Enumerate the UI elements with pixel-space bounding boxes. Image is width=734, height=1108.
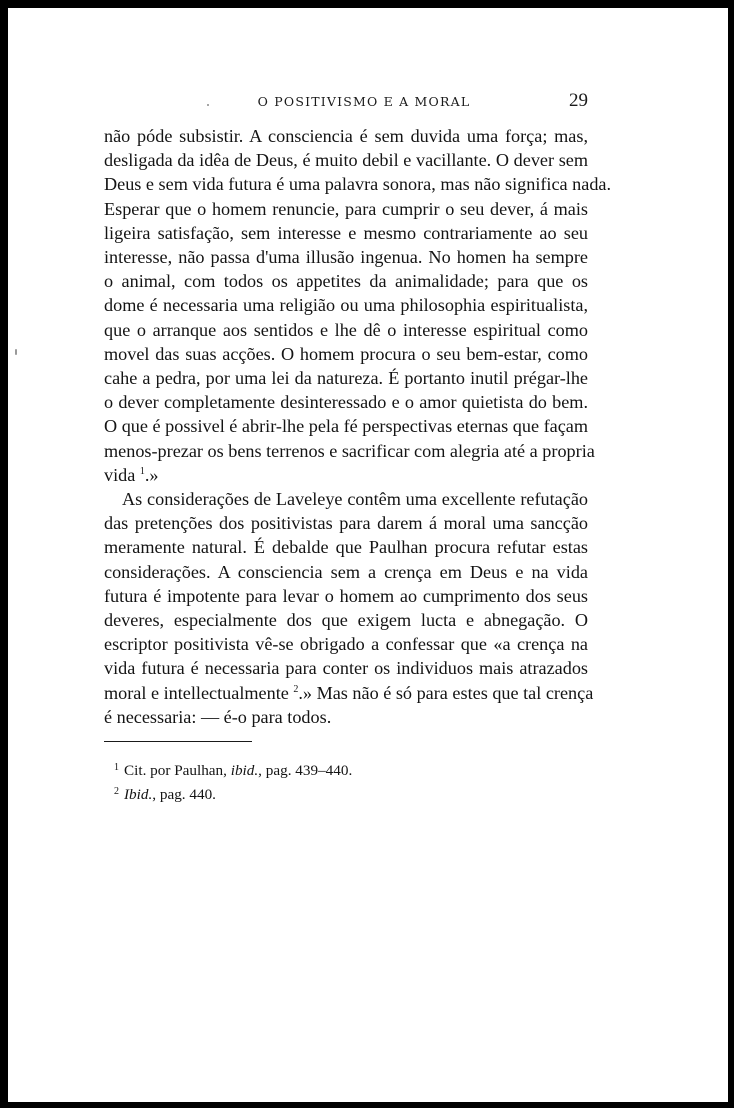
paragraph-1-last-word: vida (104, 464, 136, 485)
text-line: o dever completamente desinteressado e o amor quietista do bem. (104, 392, 588, 413)
text-line: escriptor positivista vê-se obrigado a confessar que «a crença na (104, 634, 588, 655)
text-line: considerações. A consciencia sem a crença em Deus e na vida (104, 561, 588, 582)
paragraph-1 (104, 124, 612, 487)
text-line: que o arranque aos sentidos e lhe dê o interesse espiritual como (104, 319, 588, 340)
text-line: O que é possivel é abrir-lhe pela fé perspectivas eternas que façam (104, 416, 588, 437)
text-line: das pretenções dos positivistas para darem á moral uma sancção (104, 513, 588, 534)
running-title: O POSITIVISMO E A MORAL (257, 94, 471, 109)
text-line: cahe a pedra, por uma lei da natureza. É portanto inutil prégar-lhe (104, 368, 588, 389)
footnote-2 (114, 781, 352, 805)
body-text (104, 124, 612, 729)
footnote-italic: Ibid. (124, 786, 153, 803)
text-line: desligada da idêa de Deus, é muito debil e vacillante. O dever sem (104, 150, 588, 171)
page-header (104, 92, 588, 112)
footnote-1 (114, 757, 352, 781)
text-line: deveres, especialmente dos que exigem lucta e abnegação. O (104, 610, 588, 631)
text-line: meramente natural. É debalde que Paulhan procura refutar estas (104, 537, 588, 558)
footnote-text: Cit. por Paulhan, (124, 762, 231, 779)
text-line-last (104, 463, 588, 487)
paragraph-2 (104, 487, 594, 729)
text-line: dome é necessaria uma religião ou uma philosophia espiritualista, (104, 295, 588, 316)
footnotes (114, 757, 352, 805)
text-line: não póde subsistir. A consciencia é sem duvida uma força; mas, (104, 126, 588, 146)
page-number: 29 (569, 90, 588, 111)
footnote-ref-2: 2 (293, 683, 299, 695)
text-line: vida futura é necessaria para conter os individuos mais atrazados (104, 658, 588, 679)
footnote-number: 2 (114, 786, 119, 797)
footnote-number: 1 (114, 762, 119, 773)
text-line (104, 681, 594, 705)
text-line: ligeira satisfação, sem interesse e mesmo contrariamente ao seu (104, 222, 588, 243)
text-line: o animal, com todos os appetites da animalidade; para que os (104, 271, 588, 292)
text-line: As considerações de Laveleye contêm uma excellente refutação (122, 489, 588, 510)
text-line: Esperar que o homem renuncie, para cumprir o seu dever, á mais (104, 198, 588, 219)
text-line: futura é impotente para levar o homem ao cumprimento dos seus (104, 585, 588, 606)
footnote-rule (104, 741, 252, 742)
text-line-last: é necessaria: — é-o para todos. (104, 706, 332, 727)
text-line: interesse, não passa d'uma illusão ingenua. No homen ha sempre (104, 247, 588, 268)
margin-smudge (15, 349, 17, 355)
line-part: .» Mas não é só para estes que tal crença (298, 682, 594, 703)
closing-quote: .» (144, 464, 159, 485)
footnote-text: , pag. 440. (152, 786, 216, 803)
footnote-text: , pag. 439–440. (258, 762, 353, 779)
footnote-ref-1: 1 (139, 465, 145, 477)
text-line: Deus e sem vida futura é uma palavra sonora, mas não significa nada. (104, 174, 612, 195)
footnote-italic: ibid. (230, 762, 259, 779)
line-part: moral e intellectualmente (104, 682, 289, 703)
text-line: menos-prezar os bens terrenos e sacrificar com alegria até a propria (104, 440, 595, 461)
text-line: movel das suas acções. O homem procura o seu bem-estar, como (104, 343, 588, 364)
